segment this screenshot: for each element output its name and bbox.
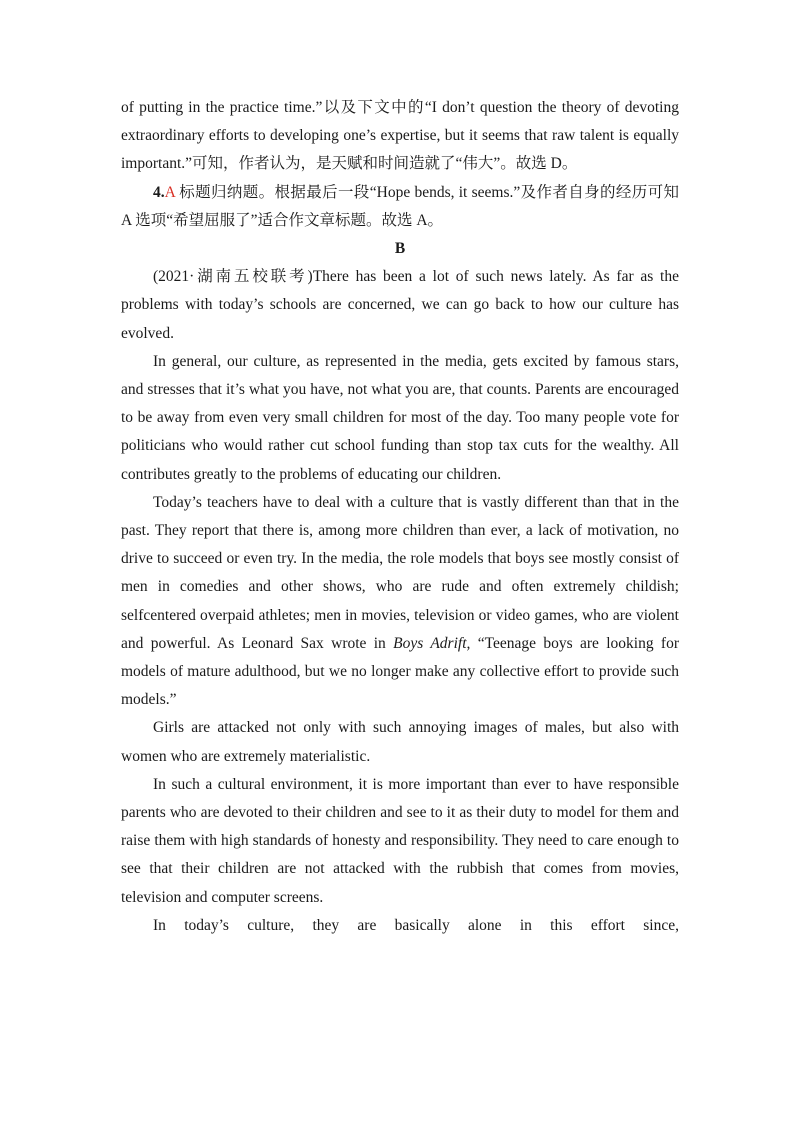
passage-paragraph-2: In general, our culture, as represented in the media, gets excited by famous stars, and stresses that it’s what you have, not what you are, that counts. Parents are encouraged to be away from even very small children for most of the day. Too many people vote for politicians who would rather cut school funding than stop tax cuts for the wealthy. All contributes greatly to the problems of educating our children. xyxy=(121,352,679,483)
document-page xyxy=(121,94,679,940)
answer-number: 4. xyxy=(153,183,165,201)
quote-text: “Teenage boys are looking for models of mature adulthood, but we no longer make any collective effort to provide such models.” xyxy=(121,634,679,709)
paragraph-text: There has been a lot of such news lately. As far as the problems with today’s schools are concerned, we can go back to how our culture has evolved. xyxy=(121,268,679,342)
paragraph-text: Today’s teachers have to deal with a culture that is vastly different than that in the past. They report that there is, among more children than ever, a lack of motivation, no drive to succeed or even try. In the media, the role models that boys see mostly consist of men in comedies and other shows, who are rude and often extremely childish; selfcentered overpaid athletes; men in movies, television or video games, who are violent and powerful. As Leonard Sax wrote in xyxy=(121,493,679,652)
previous-explanation: of putting in the practice time.”以及下文中的“I don’t question the theory of devoting extraordinary efforts to developing one’s expertise, but it seems that raw talent is equally important.”可知，作者认为，是天赋和时间造就了“伟大”。故选 D。 xyxy=(121,99,679,173)
passage-paragraph-1 xyxy=(121,263,679,348)
source-tag: (2021·湖南五校联考) xyxy=(153,268,313,286)
section-title: B xyxy=(394,240,406,258)
passage-paragraph-3 xyxy=(121,489,679,715)
answer-letter: A xyxy=(164,183,175,201)
book-title: Boys Adrift, xyxy=(393,634,471,652)
answer-explanation-text: 标题归纳题。根据最后一段“Hope bends, it seems.”及作者自身的经历可知 A 选项“希望屈服了”适合作文章标题。故选 A。 xyxy=(121,183,680,229)
passage-paragraph-5: In such a cultural environment, it is more important than ever to have responsible parents who are devoted to their children and see to it as their duty to model for them and raise them with high standards of honesty and responsibility. They need to care enough to see that their children are not attacked with the rubbish that comes from movies, television and computer screens. xyxy=(121,775,679,906)
passage-paragraph-4: Girls are attacked not only with such annoying images of males, but also with women who are extremely materialistic. xyxy=(121,719,679,765)
answer-4-explanation xyxy=(121,179,679,235)
passage-paragraph-6: In today’s culture, they are basically alone in this effort since, xyxy=(153,916,679,934)
